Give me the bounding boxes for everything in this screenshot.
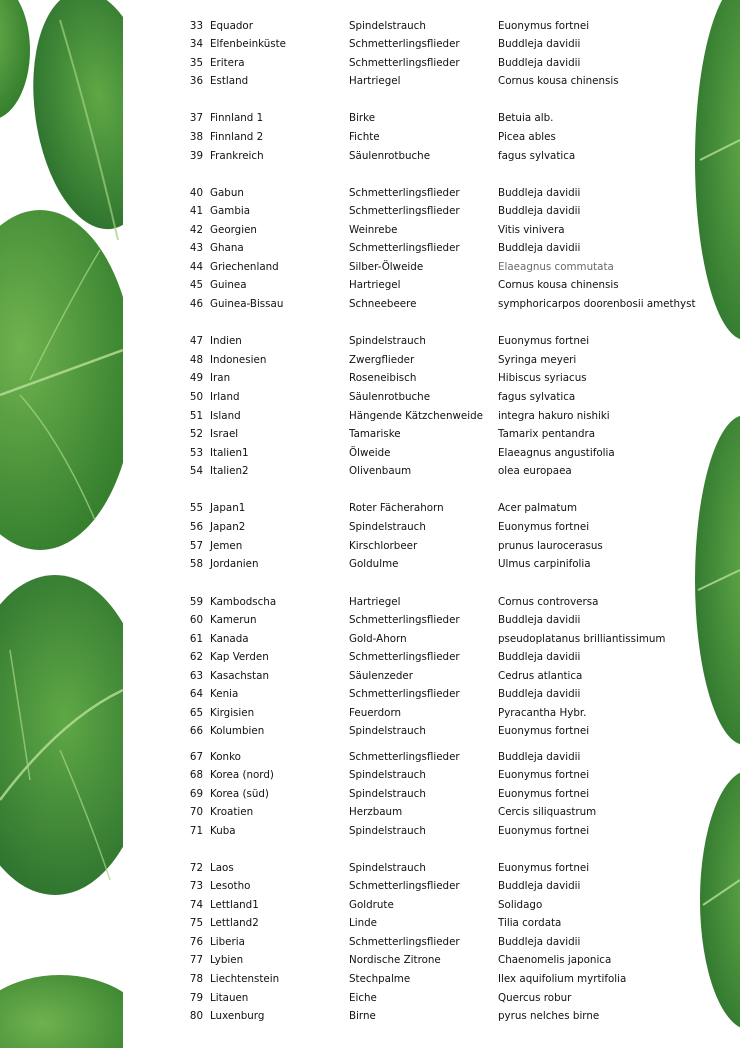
plant-name-german: Hartriegel — [349, 75, 401, 87]
plant-name-latin: Buddleja davidii — [498, 651, 581, 663]
row-number: 59 — [189, 596, 203, 608]
plant-name-latin: Buddleja davidii — [498, 242, 581, 254]
row-number: 66 — [189, 725, 203, 737]
table-row — [0, 970, 740, 988]
row-number: 37 — [189, 112, 203, 124]
row-number: 71 — [189, 825, 203, 837]
plant-name-latin: Euonymus fortnei — [498, 335, 590, 347]
row-number: 52 — [189, 428, 203, 440]
plant-name-german: Spindelstrauch — [349, 769, 426, 781]
table-row — [0, 499, 740, 517]
plant-name-latin: Ulmus carpinifolia — [498, 558, 591, 570]
country-name: Lesotho — [210, 880, 251, 892]
plant-name-german: Silber-Ölweide — [349, 261, 424, 273]
country-name: Kamerun — [210, 614, 257, 626]
plant-name-latin: Euonymus fortnei — [498, 769, 590, 781]
row-number: 49 — [189, 372, 203, 384]
plant-name-latin: Picea ables — [498, 131, 556, 143]
plant-name-german: Hängende Kätzchenweide — [349, 410, 483, 422]
row-number: 62 — [189, 651, 203, 663]
country-name: Jemen — [210, 540, 243, 552]
row-number: 48 — [189, 354, 203, 366]
plant-name-german: Schmetterlingsflieder — [349, 936, 460, 948]
plant-name-latin: Hibiscus syriacus — [498, 372, 587, 384]
table-row — [0, 407, 740, 425]
plant-name-latin: Euonymus fortnei — [498, 825, 590, 837]
plant-name-latin: Quercus robur — [498, 992, 572, 1004]
country-name: Kambodscha — [210, 596, 277, 608]
plant-name-german: Birke — [349, 112, 376, 124]
table-row — [0, 748, 740, 766]
plant-name-latin: Buddleja davidii — [498, 57, 581, 69]
plant-name-latin: Chaenomelis japonica — [498, 954, 612, 966]
row-number: 36 — [189, 75, 203, 87]
table-row — [0, 425, 740, 443]
row-number: 56 — [189, 521, 203, 533]
table-row — [0, 648, 740, 666]
plant-name-german: Herzbaum — [349, 806, 403, 818]
country-name: Konko — [210, 751, 241, 763]
plant-name-latin: Ilex aquifolium myrtifolia — [498, 973, 627, 985]
table-row — [0, 951, 740, 969]
country-name: Lettland1 — [210, 899, 259, 911]
table-row — [0, 611, 740, 629]
plant-name-german: Feuerdorn — [349, 707, 402, 719]
plant-name-german: Fichte — [349, 131, 380, 143]
country-name: Kasachstan — [210, 670, 269, 682]
table-row — [0, 276, 740, 294]
country-name: Laos — [210, 862, 234, 874]
plant-name-german: Hartriegel — [349, 596, 401, 608]
plant-name-latin: Euonymus fortnei — [498, 862, 590, 874]
plant-name-latin: Tilia cordata — [498, 917, 562, 929]
plant-name-german: Spindelstrauch — [349, 521, 426, 533]
country-name: Lybien — [210, 954, 244, 966]
plant-name-latin: Buddleja davidii — [498, 880, 581, 892]
plant-name-german: Nordische Zitrone — [349, 954, 441, 966]
country-name: Equador — [210, 20, 253, 32]
plant-name-german: Roter Fächerahorn — [349, 502, 444, 514]
plant-name-latin: pyrus nelches birne — [498, 1010, 600, 1022]
country-name: Japan2 — [210, 521, 246, 533]
plant-name-german: Schmetterlingsflieder — [349, 880, 460, 892]
row-number: 53 — [189, 447, 203, 459]
plant-name-latin: pseudoplatanus brilliantissimum — [498, 633, 666, 645]
table-row — [0, 202, 740, 220]
row-number: 72 — [189, 862, 203, 874]
table-row — [0, 239, 740, 257]
table-row — [0, 128, 740, 146]
row-number: 46 — [189, 298, 203, 310]
table-row — [0, 444, 740, 462]
country-name: Gambia — [210, 205, 251, 217]
country-name: Ghana — [210, 242, 244, 254]
row-number: 47 — [189, 335, 203, 347]
country-name: Estland — [210, 75, 249, 87]
country-name: Kap Verden — [210, 651, 269, 663]
plant-name-german: Roseneibisch — [349, 372, 417, 384]
country-name: Kanada — [210, 633, 249, 645]
row-number: 54 — [189, 465, 203, 477]
plant-name-german: Weinrebe — [349, 224, 398, 236]
table-row — [0, 295, 740, 313]
row-number: 38 — [189, 131, 203, 143]
table-row — [0, 258, 740, 276]
table-row — [0, 766, 740, 784]
table-row — [0, 537, 740, 555]
table-row — [0, 221, 740, 239]
table-row — [0, 914, 740, 932]
plant-name-german: Schmetterlingsflieder — [349, 651, 460, 663]
plant-name-german: Säulenrotbuche — [349, 391, 431, 403]
country-name: Kuba — [210, 825, 236, 837]
plant-name-german: Schmetterlingsflieder — [349, 242, 460, 254]
country-name: Japan1 — [210, 502, 246, 514]
table-row — [0, 369, 740, 387]
plant-name-german: Schmetterlingsflieder — [349, 57, 460, 69]
country-name: Jordanien — [210, 558, 259, 570]
table-row — [0, 388, 740, 406]
table-row — [0, 351, 740, 369]
table-row — [0, 704, 740, 722]
table-row — [0, 989, 740, 1007]
country-name: Italien2 — [210, 465, 249, 477]
plant-name-german: Schmetterlingsflieder — [349, 205, 460, 217]
plant-name-german: Goldulme — [349, 558, 399, 570]
row-number: 64 — [189, 688, 203, 700]
country-name: Korea (nord) — [210, 769, 274, 781]
country-name: Irland — [210, 391, 240, 403]
country-name: Kolumbien — [210, 725, 265, 737]
row-number: 39 — [189, 150, 203, 162]
plant-name-latin: olea europaea — [498, 465, 572, 477]
plant-name-latin: Buddleja davidii — [498, 751, 581, 763]
table-row — [0, 667, 740, 685]
table-row — [0, 803, 740, 821]
country-name: Guinea-Bissau — [210, 298, 284, 310]
plant-name-latin: Buddleja davidii — [498, 614, 581, 626]
row-number: 75 — [189, 917, 203, 929]
plant-name-latin: Buddleja davidii — [498, 187, 581, 199]
plant-name-latin: Buddleja davidii — [498, 38, 581, 50]
country-name: Luxenburg — [210, 1010, 265, 1022]
plant-name-latin: Euonymus fortnei — [498, 725, 590, 737]
plant-name-latin: Euonymus fortnei — [498, 788, 590, 800]
row-number: 50 — [189, 391, 203, 403]
plant-name-latin: Elaeagnus angustifolia — [498, 447, 615, 459]
country-name: Italien1 — [210, 447, 249, 459]
plant-name-german: Spindelstrauch — [349, 825, 426, 837]
plant-name-german: Säulenzeder — [349, 670, 413, 682]
row-number: 34 — [189, 38, 203, 50]
table-row — [0, 593, 740, 611]
plant-name-german: Goldrute — [349, 899, 394, 911]
plant-name-latin: fagus sylvatica — [498, 150, 576, 162]
table-row — [0, 72, 740, 90]
table-row — [0, 462, 740, 480]
plant-name-latin: Cornus kousa chinensis — [498, 279, 619, 291]
country-name: Lettland2 — [210, 917, 259, 929]
country-name: Kenia — [210, 688, 239, 700]
plant-name-german: Stechpalme — [349, 973, 411, 985]
plant-name-latin: Euonymus fortnei — [498, 20, 590, 32]
row-number: 45 — [189, 279, 203, 291]
plant-name-latin: Euonymus fortnei — [498, 521, 590, 533]
plant-name-german: Tamariske — [349, 428, 401, 440]
plant-name-latin: Vitis vinivera — [498, 224, 565, 236]
country-name: Gabun — [210, 187, 244, 199]
plant-name-german: Eiche — [349, 992, 377, 1004]
country-name: Frankreich — [210, 150, 264, 162]
row-number: 44 — [189, 261, 203, 273]
table-row — [0, 17, 740, 35]
row-number: 60 — [189, 614, 203, 626]
plant-name-german: Olivenbaum — [349, 465, 412, 477]
country-name: Elfenbeinküste — [210, 38, 287, 50]
country-name: Finnland 2 — [210, 131, 264, 143]
plant-name-german: Birne — [349, 1010, 376, 1022]
table-row — [0, 859, 740, 877]
plant-name-latin: Cornus kousa chinensis — [498, 75, 619, 87]
plant-name-german: Spindelstrauch — [349, 20, 426, 32]
table-row — [0, 630, 740, 648]
row-number: 78 — [189, 973, 203, 985]
plant-name-latin: prunus laurocerasus — [498, 540, 603, 552]
plant-name-german: Ölweide — [349, 447, 391, 459]
row-number: 65 — [189, 707, 203, 719]
plant-name-latin: integra hakuro nishiki — [498, 410, 610, 422]
row-number: 51 — [189, 410, 203, 422]
plant-name-latin: Cornus controversa — [498, 596, 599, 608]
plant-name-latin: Buddleja davidii — [498, 688, 581, 700]
row-number: 58 — [189, 558, 203, 570]
country-name: Eritera — [210, 57, 245, 69]
plant-name-latin: Betuia alb. — [498, 112, 554, 124]
country-name: Indonesien — [210, 354, 267, 366]
country-name: Korea (süd) — [210, 788, 269, 800]
country-name: Guinea — [210, 279, 247, 291]
row-number: 55 — [189, 502, 203, 514]
table-row — [0, 722, 740, 740]
row-number: 79 — [189, 992, 203, 1004]
plant-name-german: Linde — [349, 917, 377, 929]
table-row — [0, 147, 740, 165]
plant-name-german: Schmetterlingsflieder — [349, 38, 460, 50]
plant-name-german: Schmetterlingsflieder — [349, 187, 460, 199]
row-number: 40 — [189, 187, 203, 199]
row-number: 73 — [189, 880, 203, 892]
plant-name-german: Gold-Ahorn — [349, 633, 407, 645]
row-number: 74 — [189, 899, 203, 911]
plant-name-german: Schmetterlingsflieder — [349, 751, 460, 763]
country-name: Indien — [210, 335, 242, 347]
country-name: Iran — [210, 372, 231, 384]
country-name: Finnland 1 — [210, 112, 264, 124]
row-number: 41 — [189, 205, 203, 217]
table-row — [0, 54, 740, 72]
row-number: 77 — [189, 954, 203, 966]
table-row — [0, 555, 740, 573]
plant-name-latin: Cercis siliquastrum — [498, 806, 597, 818]
plant-name-latin: fagus sylvatica — [498, 391, 576, 403]
row-number: 63 — [189, 670, 203, 682]
row-number: 33 — [189, 20, 203, 32]
table-row — [0, 933, 740, 951]
country-name: Kirgisien — [210, 707, 255, 719]
plant-name-german: Schmetterlingsflieder — [349, 614, 460, 626]
country-name: Griechenland — [210, 261, 279, 273]
row-number: 43 — [189, 242, 203, 254]
country-name: Israel — [210, 428, 239, 440]
plant-name-latin: Solidago — [498, 899, 543, 911]
plant-name-latin: Buddleja davidii — [498, 205, 581, 217]
plant-name-german: Hartriegel — [349, 279, 401, 291]
plant-name-latin: Elaeagnus commutata — [498, 261, 614, 273]
plant-name-german: Kirschlorbeer — [349, 540, 418, 552]
table-row — [0, 35, 740, 53]
row-number: 69 — [189, 788, 203, 800]
table-row — [0, 332, 740, 350]
table-row — [0, 822, 740, 840]
table-row — [0, 877, 740, 895]
country-name: Kroatien — [210, 806, 254, 818]
plant-name-latin: Cedrus atlantica — [498, 670, 583, 682]
country-name: Island — [210, 410, 241, 422]
plant-name-german: Spindelstrauch — [349, 862, 426, 874]
row-number: 61 — [189, 633, 203, 645]
table-row — [0, 109, 740, 127]
row-number: 68 — [189, 769, 203, 781]
row-number: 76 — [189, 936, 203, 948]
table-row — [0, 685, 740, 703]
plant-name-german: Spindelstrauch — [349, 335, 426, 347]
plant-name-german: Spindelstrauch — [349, 788, 426, 800]
plant-name-german: Zwergflieder — [349, 354, 415, 366]
plant-name-latin: Buddleja davidii — [498, 936, 581, 948]
country-name: Liberia — [210, 936, 245, 948]
plant-name-latin: Acer palmatum — [498, 502, 578, 514]
row-number: 42 — [189, 224, 203, 236]
plant-name-latin: symphoricarpos doorenbosii amethyst — [498, 298, 696, 310]
plant-name-german: Säulenrotbuche — [349, 150, 431, 162]
row-number: 35 — [189, 57, 203, 69]
plant-name-latin: Syringa meyeri — [498, 354, 577, 366]
table-row — [0, 896, 740, 914]
row-number: 67 — [189, 751, 203, 763]
plant-name-german: Schneebeere — [349, 298, 417, 310]
plant-name-latin: Tamarix pentandra — [498, 428, 596, 440]
row-number: 80 — [189, 1010, 203, 1022]
row-number: 70 — [189, 806, 203, 818]
row-number: 57 — [189, 540, 203, 552]
plant-name-german: Schmetterlingsflieder — [349, 688, 460, 700]
table-row — [0, 1007, 740, 1025]
country-name: Georgien — [210, 224, 257, 236]
table-row — [0, 184, 740, 202]
table-row — [0, 785, 740, 803]
country-name: Litauen — [210, 992, 249, 1004]
table-row — [0, 518, 740, 536]
plant-name-german: Spindelstrauch — [349, 725, 426, 737]
country-name: Liechtenstein — [210, 973, 280, 985]
plant-name-latin: Pyracantha Hybr. — [498, 707, 587, 719]
